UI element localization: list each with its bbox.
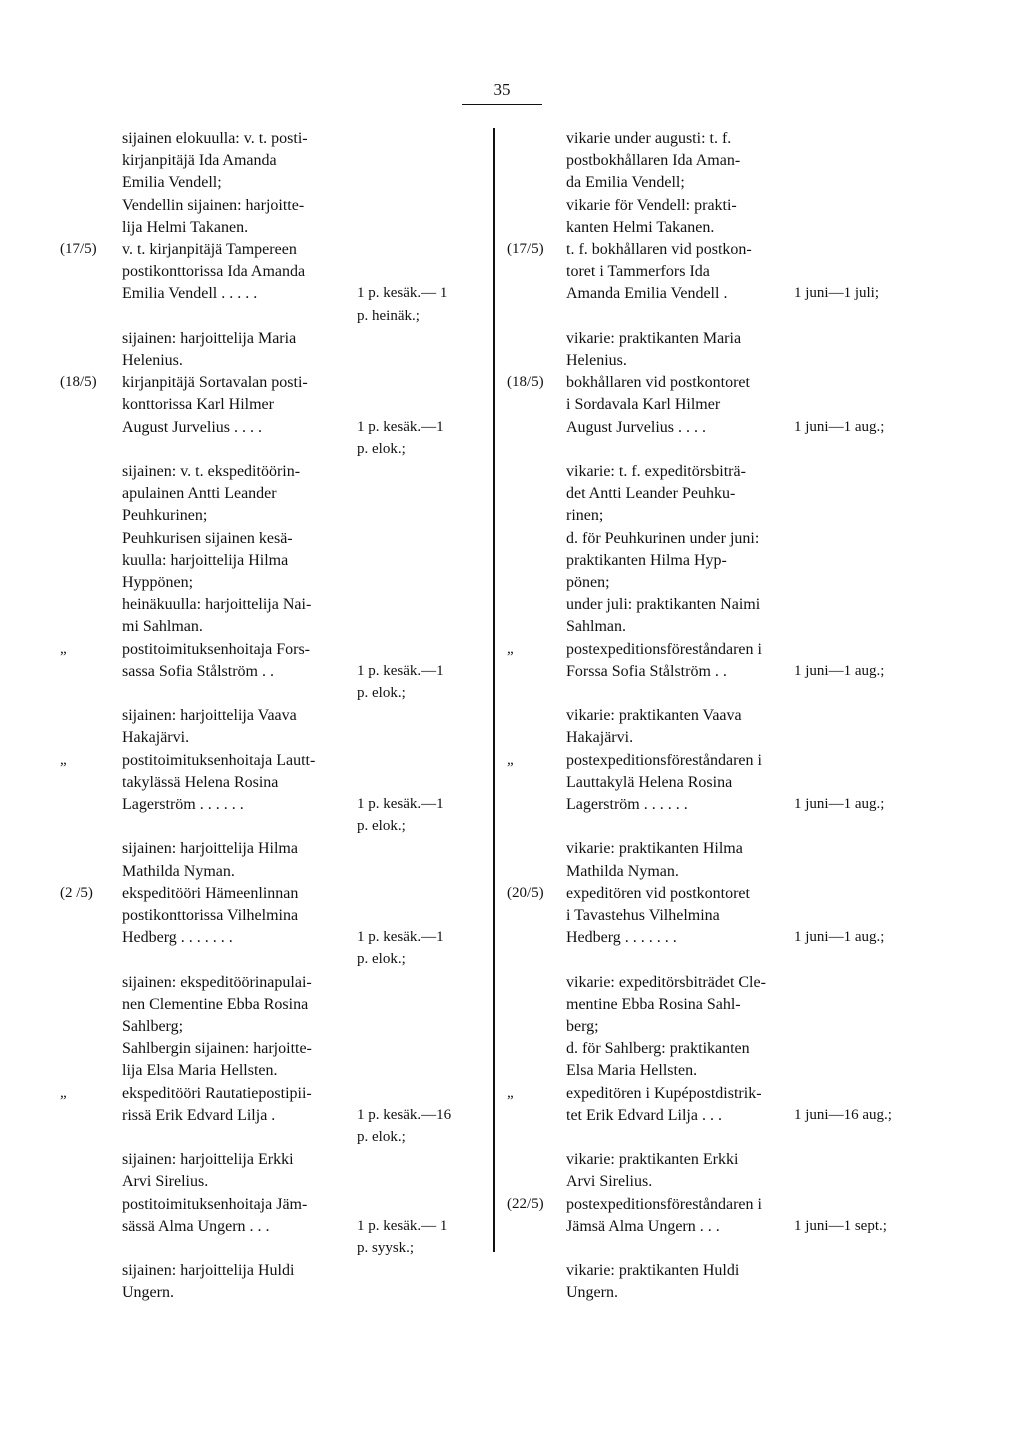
date-range: 1 p. kesäk.—1 (357, 929, 444, 946)
text-line: kirjanpitäjä Sortavalan posti- (122, 374, 308, 392)
paragraph-marker: „ (60, 640, 67, 657)
text-line: Sahlbergin sijainen: harjoitte- (122, 1040, 312, 1058)
text-line: vikarie: praktikanten Erkki (566, 1151, 739, 1169)
text-line: vikarie: praktikanten Vaava (566, 707, 742, 725)
text-line: Sahlberg; (122, 1018, 184, 1035)
text-line: Ungern. (566, 1284, 618, 1302)
text-line: postikonttorissa Ida Amanda (122, 263, 306, 281)
date-range: 1 juni—1 aug.; (794, 418, 885, 435)
paragraph-marker: „ (60, 1084, 67, 1101)
date-range: 1 juni—1 sept.; (794, 1217, 887, 1234)
text-line: sijainen: harjoittelija Huldi (122, 1262, 295, 1280)
text-line: kanten Helmi Takanen. (566, 218, 715, 236)
text-line: pönen; (566, 574, 610, 591)
date-range: 1 juni—1 aug.; (794, 662, 885, 679)
text-line: toret i Tammerfors Ida (566, 263, 710, 281)
date-range: 1 p. kesäk.—16 (357, 1106, 452, 1123)
text-line: v. t. kirjanpitäjä Tampereen (122, 241, 297, 258)
text-line: ekspeditööri Rautatiepostipii- (122, 1084, 312, 1102)
text-line: August Jurvelius . . . . (122, 418, 262, 436)
text-line: Hedberg . . . . . . . (122, 929, 233, 947)
column-divider (493, 128, 495, 1252)
text-line: Helenius. (122, 352, 183, 369)
text-line: Amanda Emilia Vendell . (566, 285, 728, 303)
text-line: vikarie under augusti: t. f. (566, 130, 732, 147)
paragraph-marker: „ (507, 751, 514, 768)
text-line: postexpeditionsföreståndaren i (566, 751, 762, 769)
text-line: postbokhållaren Ida Aman- (566, 152, 741, 170)
date-range: p. elok.; (357, 951, 406, 968)
text-line: postitoimituksenhoitaja Jäm- (122, 1195, 308, 1213)
date-range: 1 p. kesäk.— 1 (357, 285, 448, 302)
text-line: Arvi Sirelius. (566, 1173, 653, 1191)
text-line: sijainen: v. t. ekspeditöörin- (122, 463, 301, 480)
text-line: ekspeditööri Hämeenlinnan (122, 884, 299, 902)
text-line: postikonttorissa Vilhelmina (122, 907, 299, 924)
text-line: i Sordavala Karl Hilmer (566, 396, 721, 414)
page-number: 35 (493, 80, 511, 99)
paragraph-marker: (17/5) (507, 241, 544, 257)
text-line: Sahlman. (566, 618, 626, 636)
text-line: Hakajärvi. (122, 729, 190, 747)
text-line: expeditören i Kupépostdistrik- (566, 1084, 762, 1102)
text-line: sijainen: harjoittelija Erkki (122, 1151, 294, 1169)
text-line: Lagerström . . . . . . (566, 796, 688, 813)
text-line: postexpeditionsföreståndaren i (566, 1195, 762, 1213)
text-line: Peuhkurinen; (122, 507, 208, 525)
paragraph-marker: (17/5) (60, 241, 97, 257)
text-line: Mathilda Nyman. (566, 862, 679, 880)
text-line: da Emilia Vendell; (566, 174, 685, 192)
text-line: mentine Ebba Rosina Sahl- (566, 995, 741, 1013)
text-line: rissä Erik Edvard Lilja . (122, 1106, 276, 1124)
text-line: sijainen: harjoittelija Hilma (122, 840, 298, 858)
text-line: Mathilda Nyman. (122, 862, 235, 880)
text-line: d. för Sahlberg: praktikanten (566, 1040, 750, 1058)
text-line: sijainen elokuulla: v. t. posti- (122, 130, 308, 147)
date-range: p. elok.; (357, 440, 406, 457)
text-line: t. f. bokhållaren vid postkon- (566, 241, 752, 258)
text-line: takylässä Helena Rosina (122, 773, 279, 791)
text-line: Vendellin sijainen: harjoitte- (122, 196, 305, 214)
text-line: Hakajärvi. (566, 729, 634, 747)
text-line: Lauttakylä Helena Rosina (566, 773, 733, 791)
date-range: p. elok.; (357, 685, 406, 701)
text-line: rinen; (566, 507, 604, 525)
text-line: kirjanpitäjä Ida Amanda (122, 152, 277, 170)
paragraph-marker: „ (507, 1084, 514, 1101)
text-line: Hedberg . . . . . . . (566, 929, 677, 947)
text-line: Helenius. (566, 352, 627, 369)
text-line: det Antti Leander Peuhku- (566, 485, 736, 503)
date-range: 1 juni—1 juli; (794, 285, 880, 302)
text-line: Emilia Vendell . . . . . (122, 285, 258, 303)
text-line: vikarie: praktikanten Maria (566, 329, 742, 347)
text-line: i Tavastehus Vilhelmina (566, 907, 720, 924)
text-line: vikarie: t. f. expeditörsbiträ- (566, 463, 746, 480)
text-line: lija Elsa Maria Hellsten. (122, 1062, 278, 1080)
text-line: Elsa Maria Hellsten. (566, 1062, 698, 1080)
date-range: 1 juni—1 aug.; (794, 796, 885, 812)
date-range: 1 p. kesäk.— 1 (357, 1217, 448, 1234)
text-line: praktikanten Hilma Hyp- (566, 551, 727, 569)
text-line: Hyppönen; (122, 574, 194, 591)
text-line: mi Sahlman. (122, 618, 203, 636)
text-line: sijainen: harjoittelija Maria (122, 329, 297, 347)
text-line: expeditören vid postkontoret (566, 884, 750, 902)
text-line: August Jurvelius . . . . (566, 418, 706, 436)
text-line: vikarie: expeditörsbiträdet Cle- (566, 973, 766, 991)
date-range: 1 p. kesäk.—1 (357, 662, 444, 679)
date-range: 1 p. kesäk.—1 (357, 796, 444, 812)
text-line: Jämsä Alma Ungern . . . (566, 1217, 720, 1235)
text-line: Emilia Vendell; (122, 174, 222, 192)
text-line: vikarie för Vendell: prakti- (566, 196, 737, 214)
text-line: postitoimituksenhoitaja Fors- (122, 640, 310, 658)
text-line: konttorissa Karl Hilmer (122, 396, 274, 414)
text-line: postitoimituksenhoitaja Lautt- (122, 751, 316, 769)
text-line: berg; (566, 1018, 599, 1035)
text-line: kuulla: harjoittelija Hilma (122, 551, 289, 569)
paragraph-marker: (18/5) (507, 374, 544, 391)
paragraph-marker: (2 /5) (60, 884, 93, 901)
paragraph-marker: (22/5) (507, 1195, 544, 1212)
text-line: under juli: praktikanten Naimi (566, 596, 761, 614)
date-range: 1 juni—1 aug.; (794, 929, 885, 946)
text-line: d. för Peuhkurinen under juni: (566, 529, 760, 547)
text-line: tet Erik Edvard Lilja . . . (566, 1106, 722, 1124)
paragraph-marker: (20/5) (507, 884, 544, 901)
text-line: vikarie: praktikanten Huldi (566, 1262, 740, 1280)
text-line: nen Clementine Ebba Rosina (122, 995, 309, 1013)
text-line: sassa Sofia Stålström . . (122, 662, 274, 680)
paragraph-marker: „ (60, 751, 67, 768)
date-range: p. elok.; (357, 818, 406, 835)
text-line: postexpeditionsföreståndaren i (566, 640, 762, 658)
text-line: sijainen: ekspeditöörinapulai- (122, 973, 312, 991)
text-line: Arvi Sirelius. (122, 1173, 209, 1191)
text-line: sässä Alma Ungern . . . (122, 1217, 270, 1235)
text-line: Peuhkurisen sijainen kesä- (122, 529, 293, 547)
paragraph-marker: „ (507, 640, 514, 657)
text-line: apulainen Antti Leander (122, 485, 277, 503)
date-range: p. syysk.; (357, 1240, 415, 1256)
date-range: p. elok.; (357, 1129, 406, 1145)
text-line: Lagerström . . . . . . (122, 796, 244, 813)
text-line: lija Helmi Takanen. (122, 218, 249, 236)
paragraph-marker: (18/5) (60, 374, 97, 391)
text-line: sijainen: harjoittelija Vaava (122, 707, 297, 725)
text-line: heinäkuulla: harjoittelija Nai- (122, 596, 312, 614)
text-line: bokhållaren vid postkontoret (566, 374, 750, 392)
date-range: 1 p. kesäk.—1 (357, 418, 444, 435)
date-range: p. heinäk.; (357, 307, 420, 324)
text-line: Ungern. (122, 1284, 174, 1302)
text-line: vikarie: praktikanten Hilma (566, 840, 743, 858)
date-range: 1 juni—16 aug.; (794, 1106, 892, 1123)
text-line: Forssa Sofia Stålström . . (566, 662, 727, 680)
page-number-rule (462, 104, 542, 105)
